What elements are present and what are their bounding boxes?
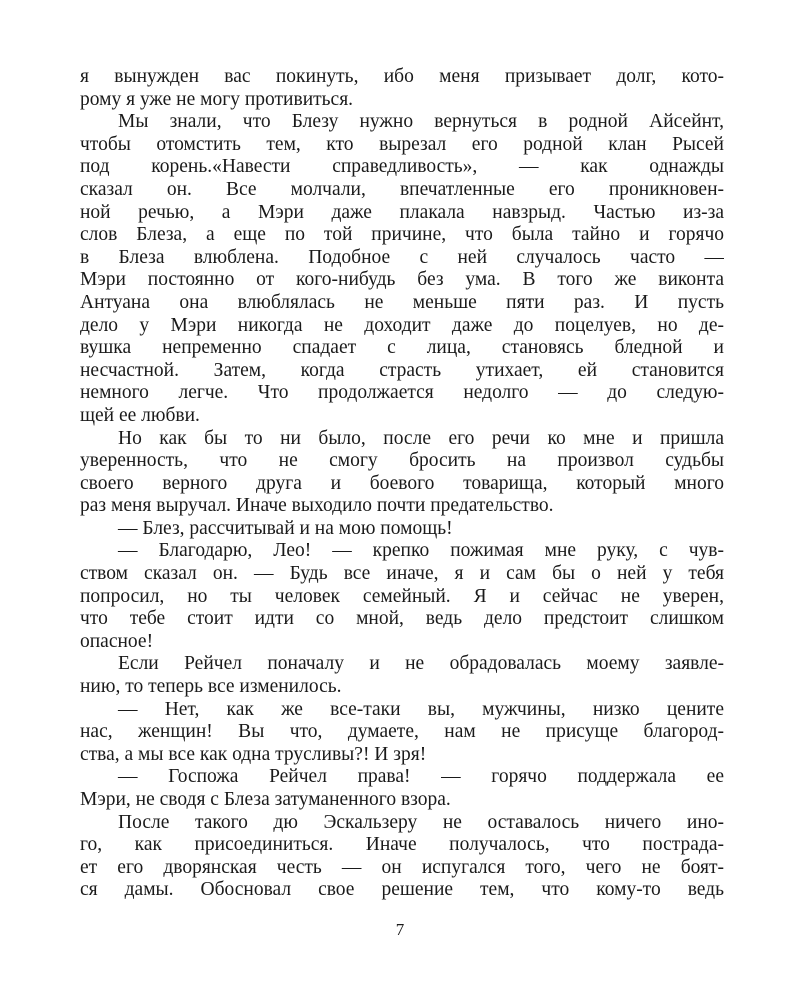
text-line: попросил, но ты человек семейный. Я и сейчас не уверен, xyxy=(80,585,724,607)
text-line: под корень.«Навести справедливость», — как однажды xyxy=(80,156,724,178)
text-line: слов Блеза, а еще по той причине, что была тайно и горячо xyxy=(80,224,724,246)
text-line: Антуана она влюблялась не меньше пяти раз. И пусть xyxy=(80,291,724,313)
text-line: дело у Мэри никогда не доходит даже до поцелуев, но де- xyxy=(80,314,724,336)
text-line: — Блез, рассчитывай и на мою помощь! xyxy=(118,517,453,539)
text-line: — Госпожа Рейчел права! — горячо поддержала ее xyxy=(118,766,724,788)
text-line: своего верного друга и боевого товарища, который много xyxy=(80,472,724,494)
text-line: сказал он. Все молчали, впечатленные его проникновен- xyxy=(80,178,724,200)
text-line: Мэри постоянно от кого-нибудь без ума. В того же виконта xyxy=(80,269,724,291)
text-line: Мы знали, что Блезу нужно вернуться в родной Айсейнт, xyxy=(118,111,724,133)
text-line: ством сказал он. — Будь все иначе, я и сам бы о ней у тебя xyxy=(80,563,724,585)
text-line: Мэри, не сводя с Блеза затуманенного взора. xyxy=(80,789,451,810)
text-line: ной речью, а Мэри даже плакала навзрыд. Частью из-за xyxy=(80,201,724,223)
text-line: щей ее любви. xyxy=(80,404,200,426)
text-line: в Блеза влюблена. Подобное с ней случалось часто — xyxy=(80,246,724,268)
text-line: — Нет, как же все-таки вы, мужчины, низко цените xyxy=(118,698,724,720)
text-line: нас, женщин! Вы что, думаете, нам не присуще благород- xyxy=(80,721,724,743)
text-line: чтобы отомстить тем, кто вырезал его родной клан Рысей xyxy=(80,133,724,155)
page-body xyxy=(80,66,724,966)
text-line: рому я уже не могу противиться. xyxy=(80,88,354,110)
text-line: — Благодарю, Лео! — крепко пожимая мне руку, с чув- xyxy=(118,540,724,562)
text-line: раз меня выручал. Иначе выходило почти предательство. xyxy=(80,495,554,517)
text-line: Если Рейчел поначалу и не обрадовалась моему заявле- xyxy=(118,653,724,675)
text-line: опасное! xyxy=(80,630,154,652)
text-line: ет его дворянская честь — он испугался того, чего не боят- xyxy=(80,856,724,878)
text-line: вушка непременно спадает с лица, становясь бледной и xyxy=(80,337,724,359)
text-line: ства, а мы все как одна трусливы?! И зря! xyxy=(80,743,427,765)
text-line: го, как присоединиться. Иначе получалось, что пострада- xyxy=(80,834,724,856)
text-line: уверенность, что не смогу бросить на произвол судьбы xyxy=(80,450,724,472)
text-line: что тебе стоит идти со мной, ведь дело предстоит слишком xyxy=(80,608,724,630)
page-number: 7 xyxy=(395,920,405,939)
text-line: ся дамы. Обосновал свое решение тем, что кому-то ведь xyxy=(80,879,724,901)
text-line: я вынужден вас покинуть, ибо меня призывает долг, кото- xyxy=(80,66,724,87)
text-line: Но как бы то ни было, после его речи ко мне и пришла xyxy=(118,427,724,449)
text-line: немного легче. Что продолжается недолго — до следую- xyxy=(80,382,724,404)
text-line: После такого дю Эскальзеру не оставалось ничего ино- xyxy=(118,811,724,833)
text-line: нию, то теперь все изменилось. xyxy=(80,676,342,698)
text-line: несчастной. Затем, когда страсть утихает, ей становится xyxy=(80,359,724,381)
